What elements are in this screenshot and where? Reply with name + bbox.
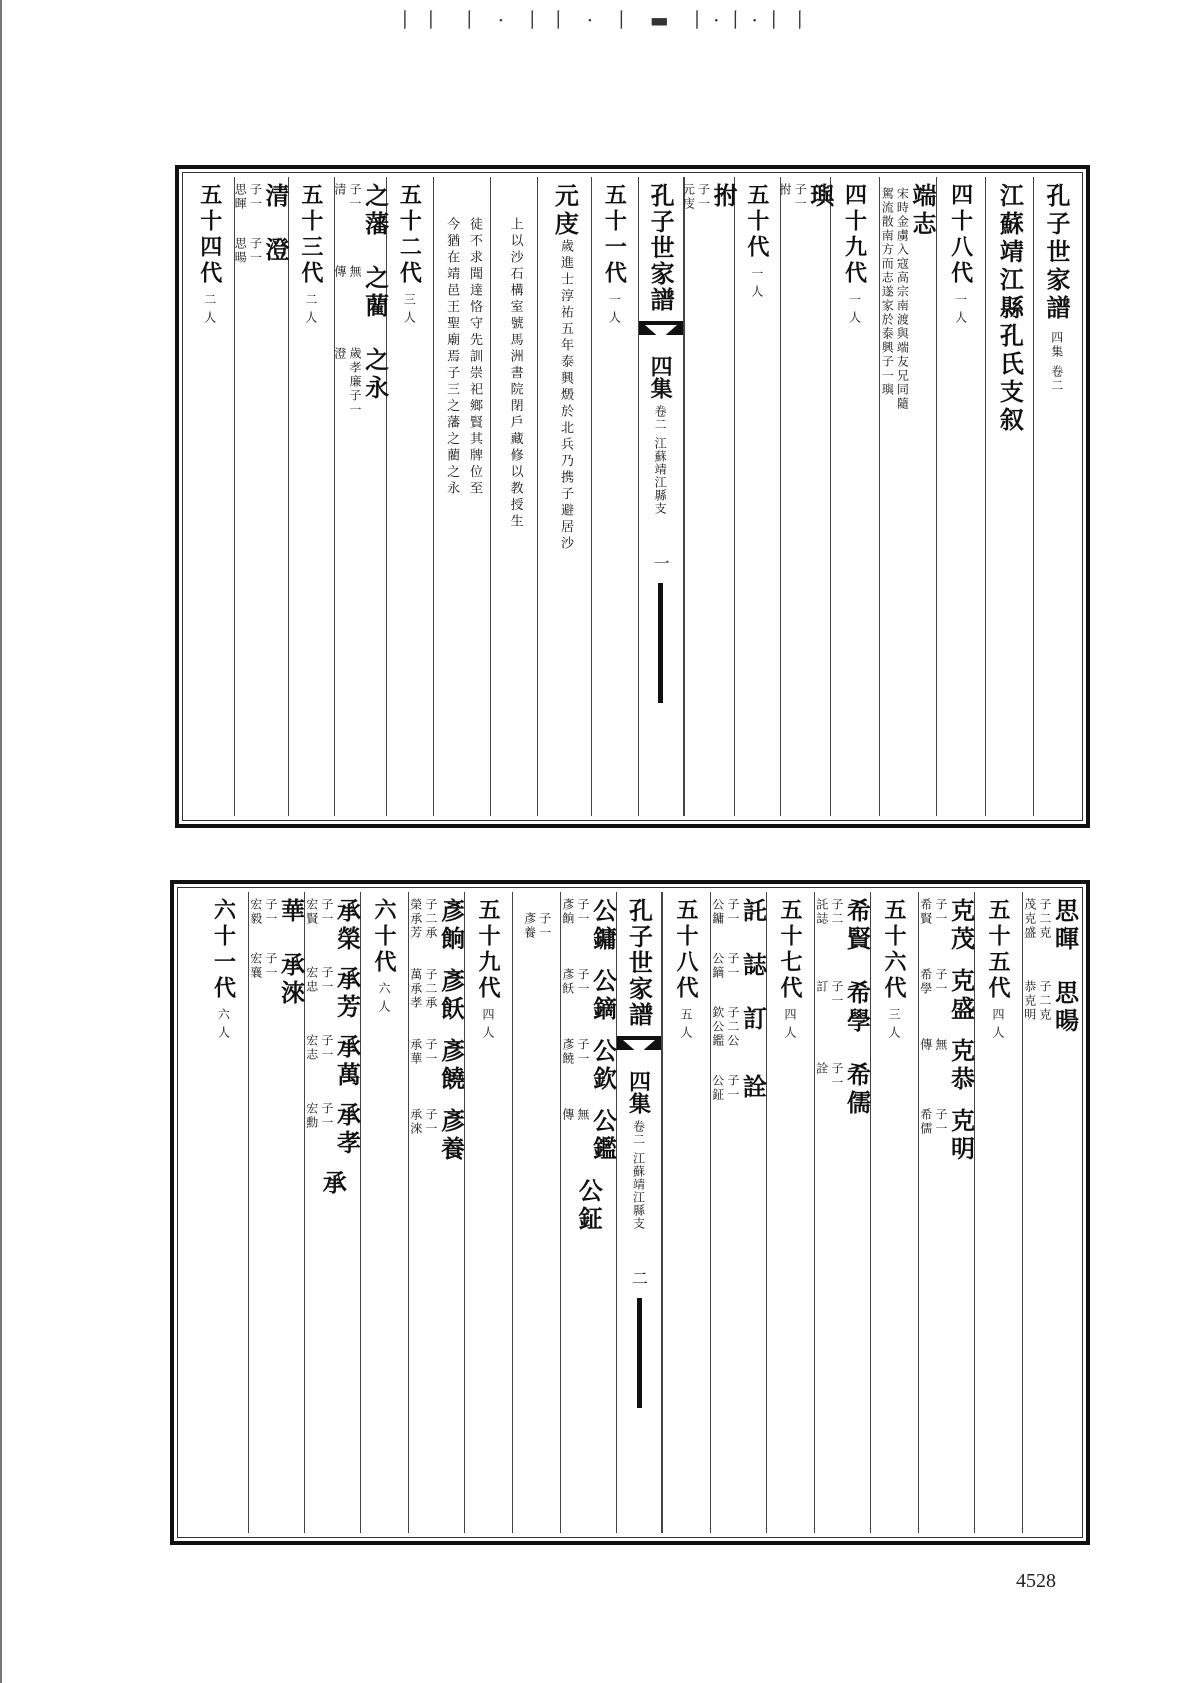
person-note: 傳 — [332, 265, 347, 279]
person-note: 無 — [575, 1108, 590, 1122]
col-g61 — [200, 892, 248, 1533]
person-entry — [305, 1102, 361, 1158]
person-note: 傳 — [560, 1108, 575, 1122]
person-entry — [711, 1074, 767, 1102]
spine-juan: 卷二 — [653, 405, 668, 431]
spine-volume: 四集 — [647, 355, 674, 399]
person-name: 清 — [261, 183, 291, 211]
person-note: 公鏞 — [710, 898, 725, 926]
spine-branch: 江蘇靖江縣支 — [653, 437, 668, 515]
person-entry — [1023, 898, 1079, 954]
person-note: 訂 — [814, 980, 829, 994]
col-yan-generation — [710, 892, 766, 1533]
person-note: 彥飫 — [560, 968, 575, 996]
generation-label: 五十七代 — [777, 898, 803, 1002]
generation-count: 一人 — [749, 267, 764, 303]
biography-text: 徒不求聞達恪守先訓崇祀鄉賢其牌位至 — [466, 217, 482, 498]
person-note: 宋時金虜入寇高宗南渡與端友兄同隨 — [895, 187, 910, 411]
genealogy-panel-bottom — [170, 880, 1090, 1545]
person-name: 彥饒 — [436, 1038, 466, 1094]
person-entry — [409, 898, 465, 954]
col-g58 — [662, 892, 710, 1533]
person-note: 承華 — [408, 1038, 423, 1066]
col-top-header — [1033, 177, 1078, 816]
person-name: 克茂 — [946, 898, 976, 954]
col-cheng-names — [304, 892, 360, 1533]
person-name: 承榮 — [332, 898, 362, 954]
person-name: 承孝 — [332, 1102, 362, 1158]
person-note: 子二公 — [725, 1006, 740, 1048]
col-yuanyi — [537, 177, 591, 816]
col-ke-generation — [918, 892, 974, 1533]
person-name: 拊 — [709, 183, 739, 211]
person-name: 希學 — [842, 980, 872, 1036]
person-name: 託 — [738, 898, 768, 926]
person-name: 訂 — [738, 1006, 768, 1034]
person-name: 克盛 — [946, 968, 976, 1024]
col-fu — [681, 177, 739, 816]
person-name: 承萬 — [332, 1034, 362, 1090]
person-note: 子一 — [319, 898, 334, 926]
person-entry — [778, 183, 834, 211]
person-note: 詮 — [814, 1062, 829, 1076]
person-entry — [681, 183, 737, 211]
col-g55 — [974, 892, 1022, 1533]
person-name: 誌 — [738, 952, 768, 980]
person-note: 子二承 — [423, 968, 438, 1010]
person-note: 子一 — [248, 183, 263, 211]
genealogy-panel-top — [175, 165, 1090, 828]
person-name: 承淶 — [276, 952, 306, 1008]
person-note: 宏襄 — [248, 952, 263, 980]
col-zheng-note — [512, 892, 560, 1533]
person-entry — [333, 183, 389, 239]
person-note: 宏賢 — [304, 898, 319, 926]
person-note: 承淶 — [408, 1108, 423, 1136]
person-note: 元庋 — [681, 183, 696, 211]
col-g56 — [870, 892, 918, 1533]
person-note: 子一 — [793, 183, 808, 211]
person-name: 公鏞 — [588, 898, 618, 954]
person-entry — [249, 898, 305, 926]
col-top-chapter — [985, 177, 1033, 816]
person-name: 之永 — [360, 347, 390, 403]
person-note: 子二克 — [1037, 898, 1052, 940]
person-entry — [575, 1178, 603, 1234]
person-name: 承 — [318, 1170, 348, 1198]
col-g60 — [360, 892, 408, 1533]
person-note: 子一 — [575, 968, 590, 996]
person-note: 駕流散南方而志遂家於泰興子一璵 — [880, 187, 895, 397]
person-note: 宏毅 — [248, 898, 263, 926]
person-name: 彥養 — [436, 1108, 466, 1164]
generation-label: 五十四代 — [196, 183, 223, 287]
person-name: 元庋 — [550, 183, 580, 239]
person-note: 彥饒 — [560, 1038, 575, 1066]
person-note: 子一 — [263, 952, 278, 980]
person-name: 公欽 — [588, 1038, 618, 1094]
col-duanzhi — [879, 177, 937, 816]
person-note: 子一 — [725, 952, 740, 980]
person-note: 公鉦 — [710, 1074, 725, 1102]
col-g57 — [766, 892, 814, 1533]
col-zhi-generation — [332, 177, 390, 816]
generation-label: 五十九代 — [475, 898, 501, 1002]
person-note: 子一 — [725, 898, 740, 926]
person-note: 子一 — [319, 1034, 334, 1062]
person-name: 公鉦 — [574, 1178, 604, 1234]
col-gong-generation — [560, 892, 616, 1533]
generation-count: 六人 — [377, 982, 391, 1018]
biography-text: 上以沙石構室號馬洲書院閉戶藏修以教授生 — [507, 217, 523, 531]
person-name: 克恭 — [946, 1038, 976, 1094]
person-name: 彥餉 — [436, 898, 466, 954]
person-name: 彥飫 — [436, 968, 466, 1024]
person-entry — [919, 968, 975, 1024]
generation-label: 五十代 — [743, 183, 770, 261]
spine-page-number: 二 — [629, 1270, 649, 1286]
spine-bar — [637, 1298, 642, 1408]
person-name: 璵 — [805, 183, 835, 211]
person-note: 無 — [348, 265, 363, 279]
top-scan-artifact: 丨丨 丨 · 丨丨 · 丨 ▬ 丨·丨·丨丨 — [395, 8, 816, 32]
fishtail-mark-icon — [639, 321, 683, 347]
col-g59 — [464, 892, 512, 1533]
person-entry — [880, 183, 936, 411]
biography-text: 歲進士淳祐五年泰興燬於北兵乃携子避居沙 — [557, 239, 573, 553]
generation-label: 四十八代 — [947, 183, 974, 287]
person-note: 子一 — [319, 1102, 334, 1130]
person-note: 子一 — [575, 1038, 590, 1066]
col-cheng-names-2 — [248, 892, 304, 1533]
person-name: 承芳 — [332, 966, 362, 1022]
person-note: 子一 — [423, 1038, 438, 1066]
col-g52 — [386, 177, 433, 816]
spine-page-number: 一 — [651, 555, 671, 571]
person-note: 子二承 — [423, 898, 438, 940]
person-name: 思暘 — [1050, 980, 1080, 1036]
person-note: 希學 — [918, 968, 933, 996]
chapter-title: 江蘇靖江縣孔氏支叙 — [995, 183, 1025, 435]
person-entry — [711, 1006, 767, 1048]
person-name: 思暉 — [1050, 898, 1080, 954]
col-yu — [777, 177, 835, 816]
col-qing-cheng — [233, 177, 291, 816]
person-note: 榮承芳 — [408, 898, 423, 940]
col-g49 — [830, 177, 878, 816]
generation-label: 五十六代 — [881, 898, 907, 1002]
book-title: 孔子世家譜 — [1041, 183, 1071, 323]
person-note: 子二克 — [1037, 980, 1052, 1022]
person-note: 託誌 — [814, 898, 829, 926]
person-note: 子一 — [263, 898, 278, 926]
person-note: 彥養 — [522, 912, 537, 940]
person-name: 之藺 — [360, 265, 390, 321]
person-note: 萬承孝 — [408, 968, 423, 1010]
generation-count: 二人 — [202, 293, 217, 329]
person-note: 子一 — [829, 1062, 844, 1090]
col-zhifan-bio — [433, 177, 491, 816]
person-entry — [561, 1108, 617, 1164]
person-note: 澄 — [332, 347, 347, 361]
col-xi-generation — [814, 892, 870, 1533]
col-sihui-siyang — [1022, 892, 1078, 1533]
person-note: 子一 — [933, 968, 948, 996]
person-name: 澄 — [261, 237, 291, 265]
generation-label: 五十三代 — [297, 183, 324, 287]
person-note: 宏勳 — [304, 1102, 319, 1130]
person-note: 子一 — [933, 1108, 948, 1136]
col-g48 — [936, 177, 984, 816]
col-yan-names — [408, 892, 464, 1533]
book-spine-top — [638, 177, 684, 816]
generation-label: 五十五代 — [985, 898, 1011, 1002]
generation-count: 四人 — [783, 1008, 797, 1044]
person-note: 無 — [933, 1038, 948, 1052]
person-entry — [561, 968, 617, 1024]
person-entry — [919, 1038, 975, 1094]
book-spine-bottom — [616, 892, 662, 1533]
person-entry — [305, 1034, 361, 1090]
person-entry — [815, 1062, 871, 1118]
col-yuanyi-bio — [490, 177, 537, 816]
person-entry — [551, 183, 579, 239]
person-note: 子一 — [933, 898, 948, 926]
person-entry — [233, 237, 289, 265]
book-juan: 卷二 — [1049, 365, 1064, 393]
col-g51 — [591, 177, 638, 816]
person-entry — [919, 898, 975, 954]
person-name: 希儒 — [842, 1062, 872, 1118]
generation-label: 五十一代 — [601, 183, 628, 287]
col-g54 — [187, 177, 234, 816]
person-entry — [249, 952, 305, 1008]
spine-title: 孔子世家譜 — [646, 183, 676, 313]
person-note: 子一 — [423, 1108, 438, 1136]
person-note: 拊 — [777, 183, 792, 197]
spine-branch: 江蘇靖江縣支 — [631, 1152, 646, 1230]
person-note: 公鏑 — [710, 952, 725, 980]
generation-label: 六十代 — [371, 898, 397, 976]
biography-text: 今猶在靖邑王聖廟焉子三之藩之藺之永 — [444, 217, 460, 498]
generation-label: 五十二代 — [396, 183, 423, 287]
person-note: 子一 — [725, 1074, 740, 1102]
person-entry — [333, 265, 389, 321]
person-entry — [305, 898, 361, 954]
person-name: 公鑑 — [588, 1108, 618, 1164]
person-entry — [305, 966, 361, 1022]
person-entry — [561, 898, 617, 954]
generation-count: 四人 — [991, 1008, 1005, 1044]
generation-count: 四人 — [481, 1008, 495, 1044]
person-name: 端志 — [908, 183, 938, 239]
book-volume: 四集 — [1049, 331, 1064, 359]
generation-count: 一人 — [607, 293, 622, 329]
fishtail-mark-icon — [617, 1036, 661, 1062]
person-name: 詮 — [738, 1074, 768, 1102]
person-note: 彥餉 — [560, 898, 575, 926]
spine-volume: 四集 — [625, 1070, 652, 1114]
person-note: 子一 — [696, 183, 711, 211]
person-note: 思暉 — [233, 183, 248, 211]
person-note: 欽公鑑 — [710, 1006, 725, 1048]
person-note: 傳 — [918, 1038, 933, 1052]
person-note: 子二 — [829, 898, 844, 926]
generation-count: 三人 — [887, 1008, 901, 1044]
spine-bar — [658, 583, 663, 703]
person-note: 宏忠 — [304, 966, 319, 994]
generation-count: 一人 — [953, 293, 968, 329]
person-entry — [409, 1108, 465, 1164]
person-entry — [409, 968, 465, 1024]
generation-label: 五十八代 — [673, 898, 699, 1002]
person-name: 之藩 — [360, 183, 390, 239]
person-entry — [919, 1108, 975, 1164]
generation-count: 三人 — [402, 293, 417, 329]
person-note: 宏志 — [304, 1034, 319, 1062]
person-entry — [409, 1038, 465, 1094]
person-note: 子一 — [575, 898, 590, 926]
person-entry — [1023, 980, 1079, 1036]
spine-title: 孔子世家譜 — [624, 898, 654, 1028]
person-note: 子一 — [829, 980, 844, 1008]
person-note: 子一 — [319, 966, 334, 994]
generation-label: 六十一代 — [210, 898, 237, 1002]
person-entry — [561, 1038, 617, 1094]
person-name: 希賢 — [842, 898, 872, 954]
person-entry — [815, 898, 871, 954]
spine-juan: 卷二 — [631, 1120, 646, 1146]
generation-count: 二人 — [303, 293, 318, 329]
person-note: 子一 — [537, 912, 552, 940]
person-note: 思暘 — [233, 237, 248, 265]
person-entry — [333, 347, 389, 417]
generation-count: 六人 — [216, 1008, 231, 1044]
page-edge-line — [0, 0, 2, 1683]
person-entry — [815, 980, 871, 1036]
person-name: 華 — [276, 898, 306, 926]
person-note: 恭克明 — [1022, 980, 1037, 1022]
person-note: 茂克盛 — [1022, 898, 1037, 940]
person-note: 子一 — [348, 183, 363, 211]
person-entry — [711, 952, 767, 980]
person-note: 清 — [332, 183, 347, 197]
col-g50 — [734, 177, 781, 816]
person-entry — [711, 898, 767, 926]
page-number: 4528 — [1016, 1570, 1056, 1592]
generation-label: 四十九代 — [841, 183, 868, 287]
col-g53 — [288, 177, 335, 816]
person-name: 克明 — [946, 1108, 976, 1164]
person-note: 希賢 — [918, 898, 933, 926]
person-note: 歲孝廉子一 — [348, 347, 363, 417]
generation-count: 一人 — [847, 293, 862, 329]
person-note: 希儒 — [918, 1108, 933, 1136]
person-note: 子一 — [248, 237, 263, 265]
person-entry — [233, 183, 289, 211]
generation-count: 五人 — [679, 1008, 693, 1044]
person-name: 公鏑 — [588, 968, 618, 1024]
